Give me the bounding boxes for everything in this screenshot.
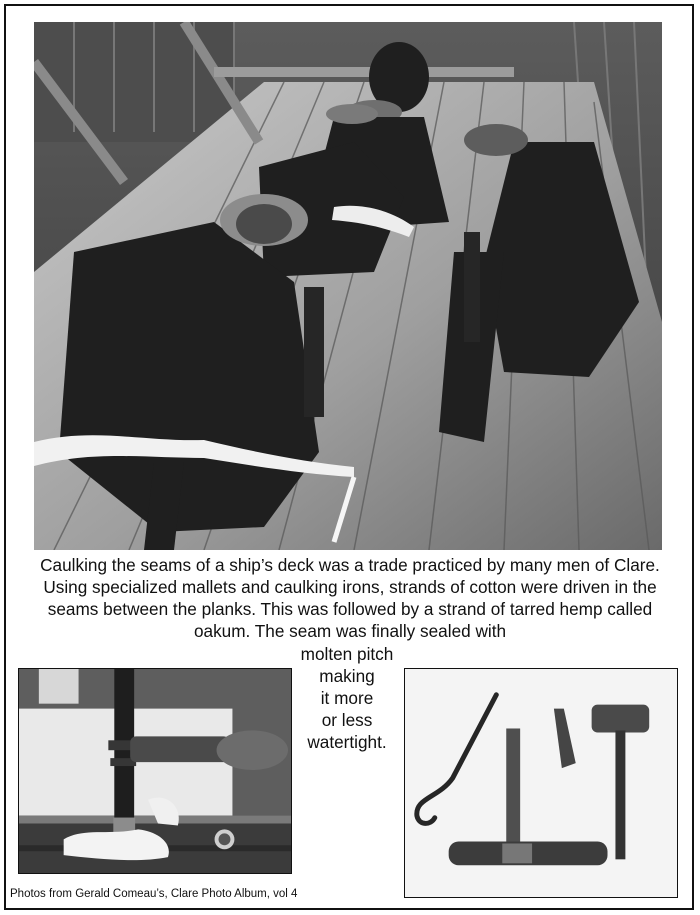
photo-caption-continuation: molten pitch making it more or less watertight. — [300, 644, 394, 752]
caulking-tools-photo — [404, 668, 678, 898]
photo-credit: Photos from Gerald Comeau’s, Clare Photo Album, vol 4 — [10, 888, 298, 900]
mallet-and-oakum-photo — [18, 668, 292, 874]
caulking-tools-photo-icon — [405, 669, 677, 897]
deck-caulking-photo — [34, 22, 662, 550]
mallet-and-oakum-photo-icon — [19, 669, 291, 873]
deck-caulking-photo-icon — [34, 22, 662, 550]
photo-caption: Caulking the seams of a ship’s deck was a trade practiced by many men of Clare. Using specialized mallets and caulking irons, strands of cotton were driven in the seams between the planks. This was followed by a strand of tarred hemp called oakum. The seam was finally sealed with — [40, 555, 660, 641]
